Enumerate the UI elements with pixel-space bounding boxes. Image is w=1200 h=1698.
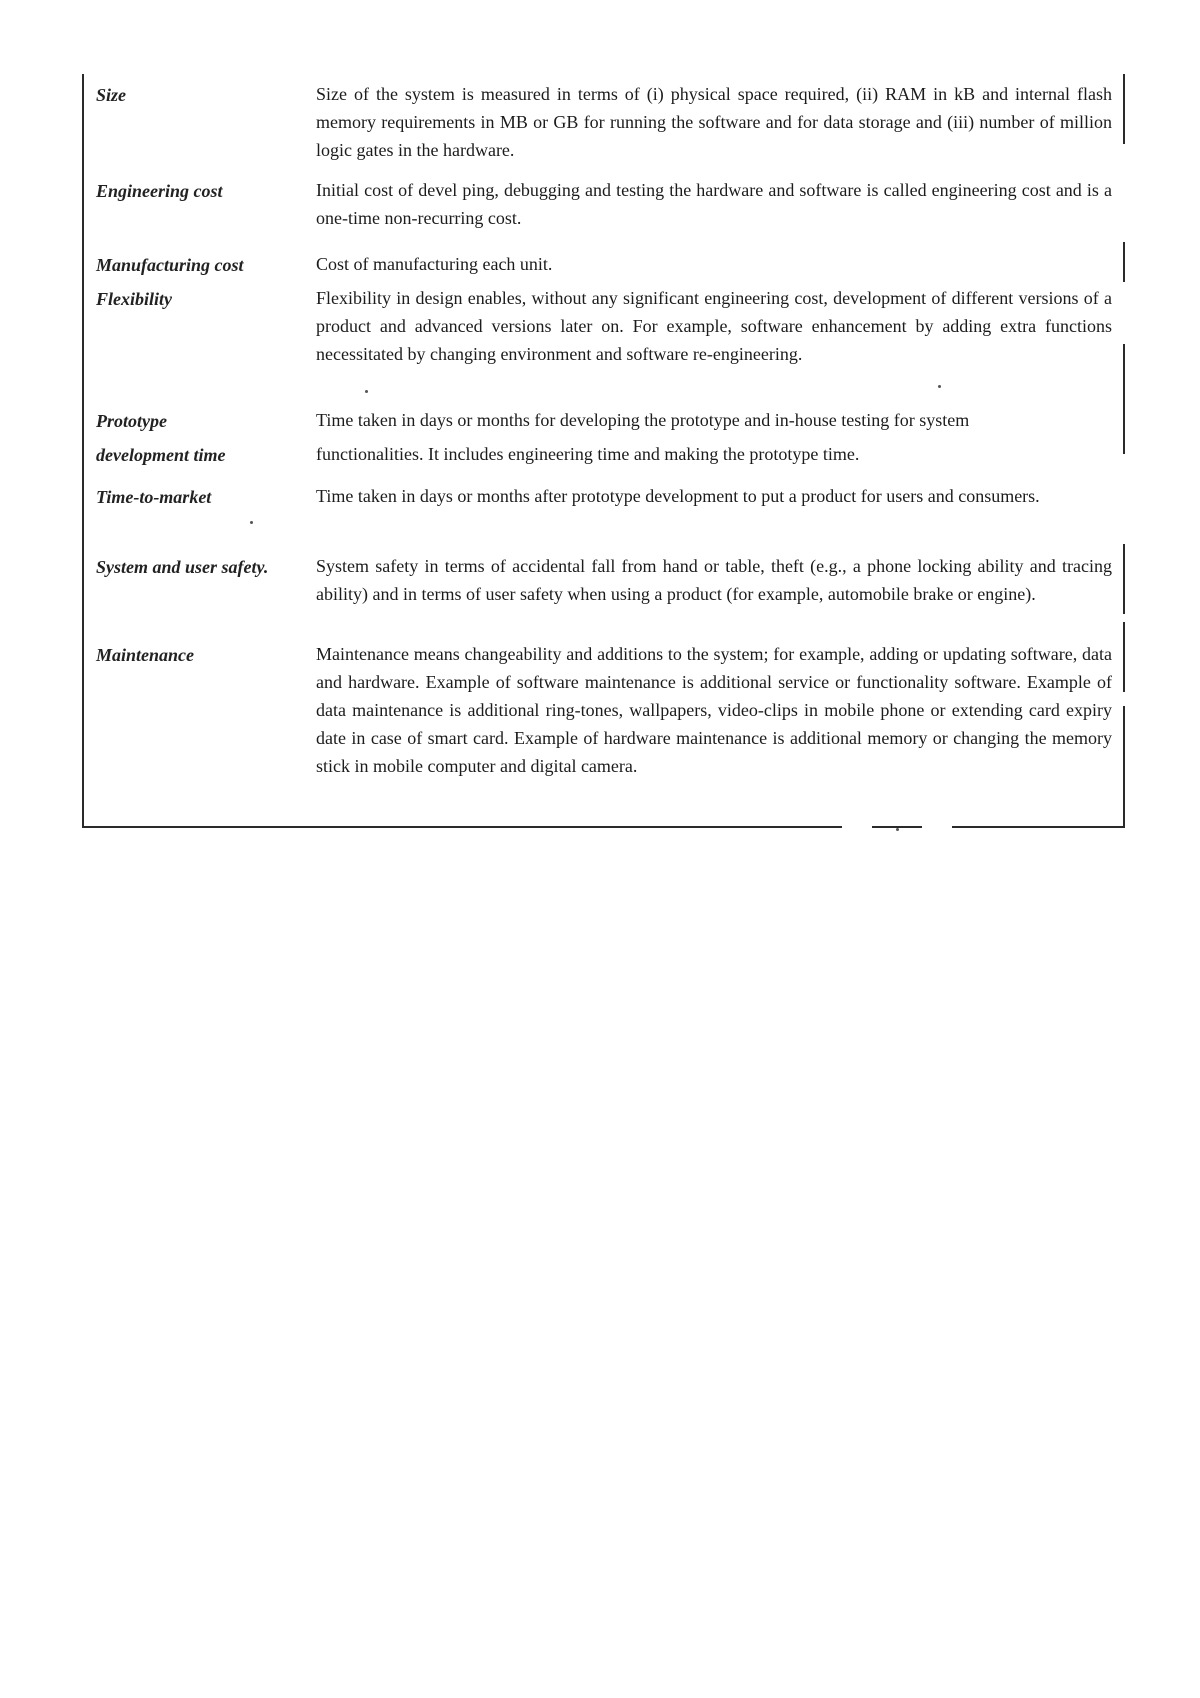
table-row [96,640,1112,800]
term-cell: Prototype [96,411,167,431]
table-right-border [1123,706,1125,828]
table-bottom-border [952,826,1125,828]
table-right-border [1123,622,1125,692]
description-cell: Maintenance means changeability and additions to the system; for example, adding or updating software, data and hardware. Example of software maintenance is additional service or functionality software. Example of data maintenance is additional ring-tones, wallpapers, video-clips in mobile phone or extending card expiry date in case of smart card. Example of hardware maintenance is additional memory or changing the memory stick in mobile computer and digital camera. [316,644,1112,776]
table-row [96,176,1112,244]
description-cell: functionalities. It includes engineering time and making the prototype time. [316,444,860,464]
table-body [96,80,1112,800]
description-cell: Time taken in days or months for developing the prototype and in-house testing for system [316,410,970,430]
description-cell: Time taken in days or months after prototype development to put a product for users and consumers. [316,486,1040,506]
table-right-border [1123,544,1125,614]
description-cell: Size of the system is measured in terms of (i) physical space required, (ii) RAM in kB and internal flash memory requirements in MB or GB for running the software and for data storage and (iii) number of million logic gates in the hardware. [316,84,1112,160]
description-cell: Initial cost of devel ping, debugging and testing the hardware and software is called engineering cost and is a one-time non-recurring cost. [316,180,1112,228]
description-cell: Flexibility in design enables, without any significant engineering cost, development of different versions of a product and advanced versions later on. For example, software enhancement by adding extra functions necessitated by changing environment and software re-engineering. [316,288,1112,364]
table-right-border [1123,74,1125,144]
term-cell: System and user safety. [96,557,269,577]
term-cell: Time-to-market [96,487,212,507]
table-right-border [1123,344,1125,454]
term-cell: Manufacturing cost [96,255,244,275]
term-cell: Maintenance [96,645,195,665]
scan-speck [365,390,368,393]
table-left-border [82,74,84,828]
table-right-border [1123,242,1125,282]
table-bottom-border [82,826,842,828]
term-cell: development time [96,445,226,465]
table-row [96,284,1112,400]
table-row [96,552,1112,634]
definitions-table [82,74,1125,828]
table-row [96,250,1112,284]
term-cell: Flexibility [96,289,172,309]
scan-speck [938,385,941,388]
scan-speck [896,828,899,831]
term-cell: Size [96,85,127,105]
description-cell: System safety in terms of accidental fall from hand or table, theft (e.g., a phone locking ability and tracing ability) and in terms of user safety when using a product (for example, automobile brake or engine). [316,556,1112,604]
table-row [96,482,1112,546]
table-row [96,406,1112,438]
scan-speck [250,521,253,524]
description-cell: Cost of manufacturing each unit. [316,254,553,274]
table-row [96,80,1112,170]
term-cell: Engineering cost [96,181,223,201]
table-row [96,440,1112,480]
